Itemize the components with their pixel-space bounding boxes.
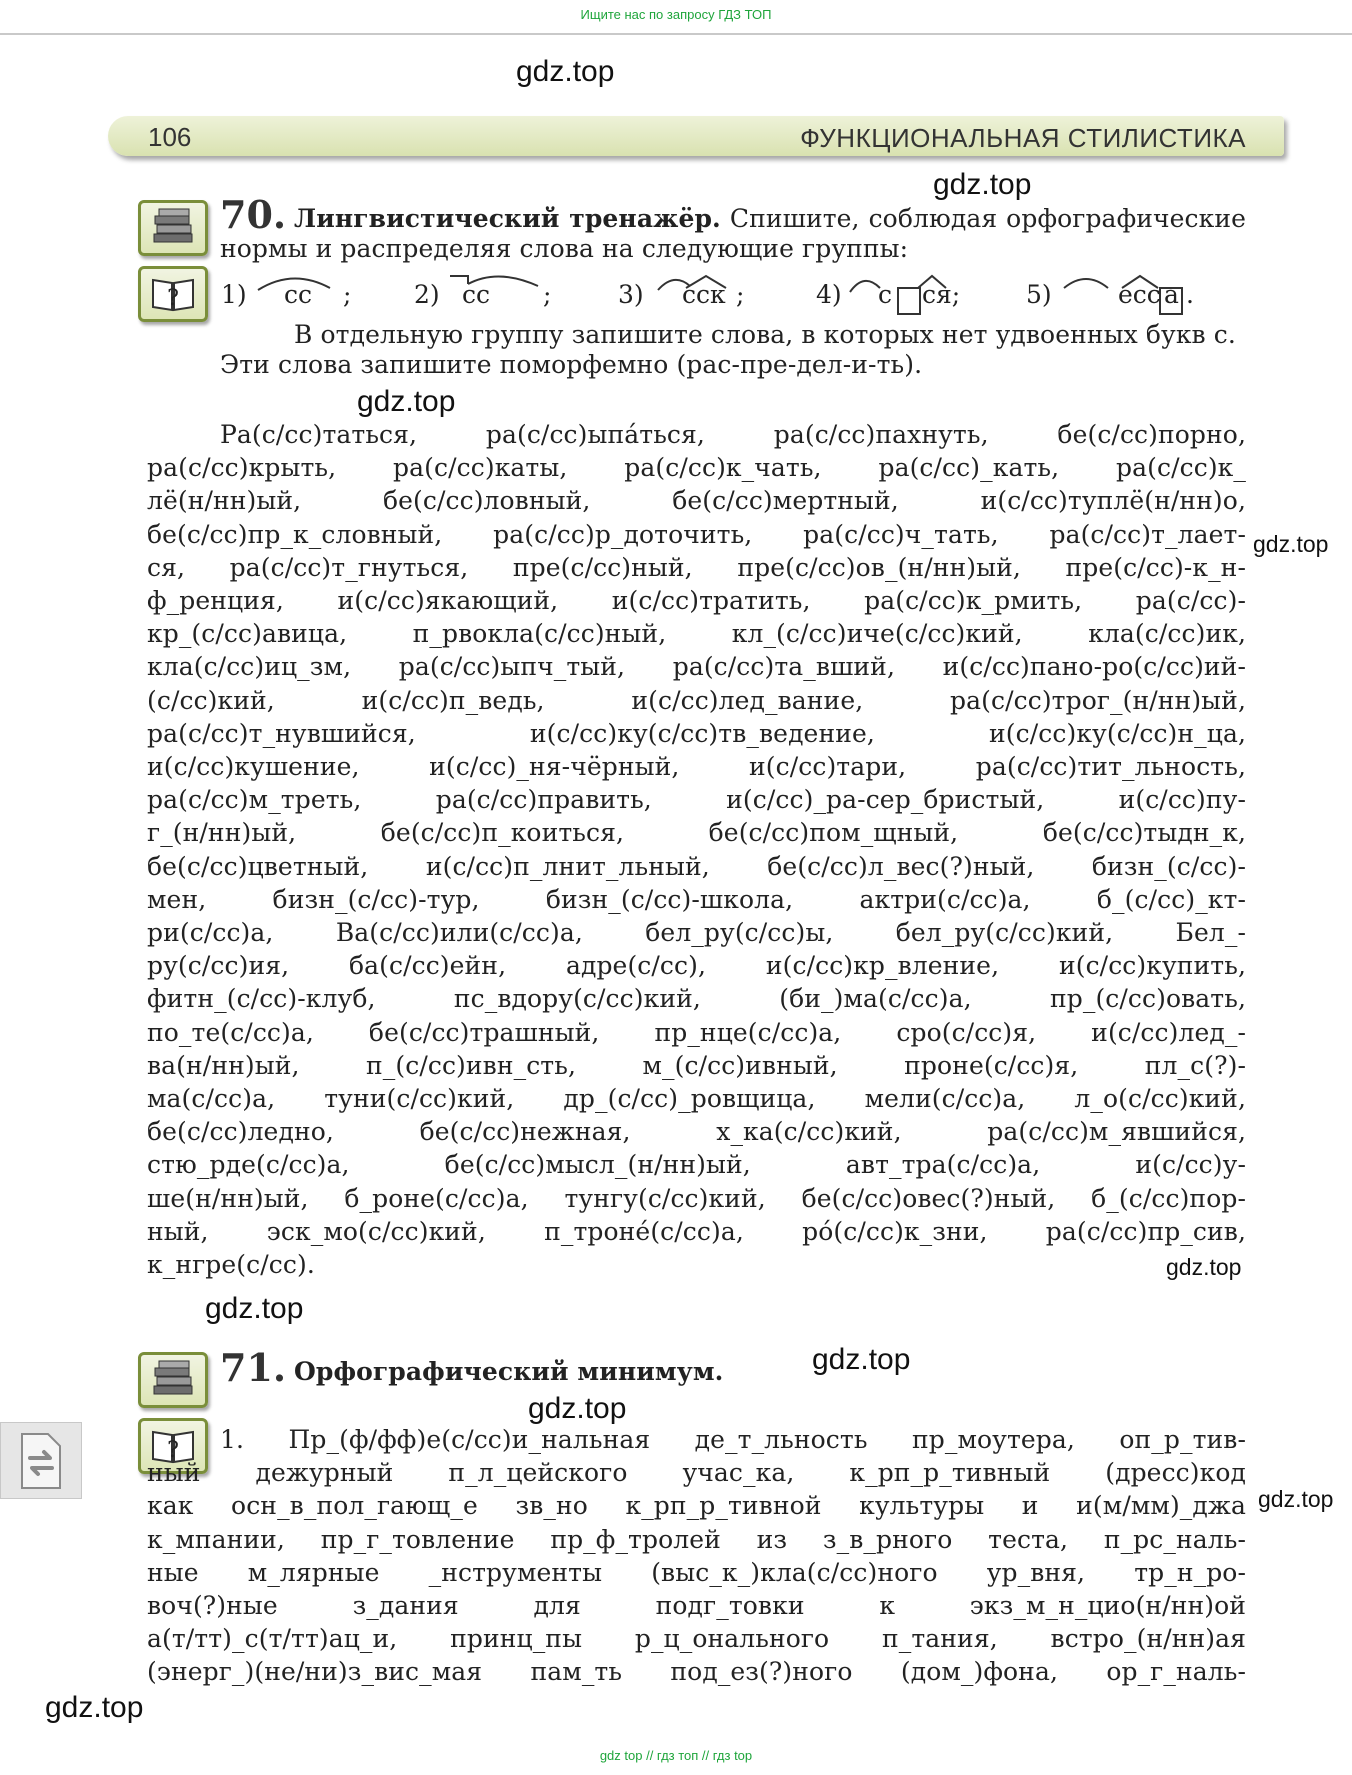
footer-links: gdz top // гдз топ // гдз top [599,1748,753,1763]
watermark: gdz.top [45,1691,144,1724]
text-line: ра(с/сс)м_треть, ра(с/сс)править, и(с/сс)_ра-сер_бристый, и(с/сс)пу- [147,785,1246,815]
text-line: ные м_лярные _нструменты (выс_к_)кла(с/сс)ного ур_вня, тр_н_ро- [147,1557,1246,1587]
swap-pages-icon [14,1430,68,1492]
scheme-suffix: сс [284,280,313,309]
scheme-separator: ; [543,280,552,309]
scheme-separator: ; [343,280,352,309]
question-book-icon [138,266,208,322]
watermark: gdz.top [1166,1254,1242,1280]
text-line: ся, ра(с/сс)т_гнуться, пре(с/сс)ный, пре(с/сс)ов_(н/нн)ый, пре(с/сс)-к_н- [147,552,1246,582]
text-line: ный, эск_мо(с/сс)кий, п_троне́(с/сс)а, ро́(с/сс)к_зни, ра(с/сс)пр_сив, [147,1216,1246,1246]
scheme-suffix: сс [462,280,491,309]
text-line: ф_ренция, и(с/сс)якающий, и(с/сс)тратить, ра(с/сс)к_рмить, ра(с/сс)- [147,586,1246,615]
watermark: gdz.top [1258,1486,1334,1512]
text-line: а(т/тт)_с(т/тт)ац_и, принц_пы р_ц_онального п_тания, встро_(н/нн)ая [147,1624,1246,1654]
exercise-note: Эти слова запишите поморфемно (рас-пре-дел-и-ть). [220,350,923,379]
scheme-label: 2) [414,280,440,309]
text-line: бе(с/сс)пр_к_словный, ра(с/сс)р_доточить, ра(с/сс)ч_тать, ра(с/сс)т_лает- [147,519,1246,549]
scheme-suffix: есс [1118,280,1161,309]
text-line: (энерг_)(не/ни)з_вис_мая пам_ть под_ез(?)ного (дом_)фона, ор_г_наль- [147,1657,1246,1687]
search-banner: Ищите нас по запросу ГДЗ ТОП [0,0,1352,35]
text-line: как осн_в_пол_гающ_е зв_но к_рп_р_тивной культуры и и(м/мм)_джа [147,1491,1246,1521]
page-number: 106 [148,122,192,152]
text-line: лё(н/нн)ый, бе(с/сс)ловный, бе(с/сс)мертный, и(с/сс)туплё(н/нн)о, [147,486,1246,516]
text-line: ный дежурный п_л_цейского учас_ка, к_рп_р_тивный (дресс)код [147,1458,1246,1488]
section-title: ФУНКЦИОНАЛЬНАЯ СТИЛИСТИКА [800,123,1246,153]
text-line: (с/сс)кий, и(с/сс)п_ведь, и(с/сс)лед_вание, ра(с/сс)трог_(н/нн)ый, [147,685,1246,715]
watermark: gdz.top [933,168,1032,201]
text-line: мен, бизн_(с/сс)-тур, бизн_(с/сс)-школа, актри(с/сс)а, б_(с/сс)_кт- [147,884,1246,914]
text-line: ру(с/сс)ия, ба(с/сс)ейн, адре(с/сс), и(с/сс)кр_вление, и(с/сс)купить, [147,951,1246,981]
scheme-suffix: сск [682,280,726,309]
scheme-separator: ; [736,280,745,309]
text-line: 1. Пр_(ф/фф)е(с/сс)и_нальная де_т_льность пр_моутера, оп_р_тив- [220,1425,1246,1454]
text-line: бе(с/сс)цветный, и(с/сс)п_лнит_льный, бе(с/сс)л_вес(?)ный, бизн_(с/сс)- [147,851,1246,881]
text-line: ше(н/нн)ый, б_роне(с/сс)а, тунгу(с/сс)кий, бе(с/сс)овес(?)ный, б_(с/сс)пор- [147,1183,1246,1213]
watermark: gdz.top [205,1292,304,1325]
watermark: gdz.top [357,385,456,418]
text-line: ра(с/сс)т_нувшийся, и(с/сс)ку(с/сс)тв_ведение, и(с/сс)ку(с/сс)н_ца, [147,718,1246,748]
scheme-suffix: с [878,280,893,309]
text-line: фитн_(с/сс)-клуб, пс_вдору(с/сс)кий, (би_)ма(с/сс)а, пр_(с/сс)овать, [147,984,1246,1014]
books-icon [138,1352,208,1408]
text-line: ра(с/сс)крыть, ра(с/сс)каты, ра(с/сс)к_чать, ра(с/сс)_кать, ра(с/сс)к_ [147,453,1246,483]
watermark: gdz.top [516,55,615,88]
text-line: кр_(с/сс)авица, п_рвокла(с/сс)ный, кл_(с/сс)иче(с/сс)кий, кла(с/сс)ик, [147,619,1246,649]
exercise-title: Орфографический минимум. [294,1357,724,1386]
exercise-title: Лингвистический тренажёр. [294,204,721,233]
scheme-suffix: а [1164,280,1179,309]
text-line: ва(н/нн)ый, п_(с/сс)ивн_сть, м_(с/сс)ивный, проне(с/сс)я, пл_с(?)- [147,1050,1246,1080]
exercise-number: 71. [220,1345,287,1390]
page-switch-button[interactable] [0,1422,82,1499]
text-line: ри(с/сс)а, Ва(с/сс)или(с/сс)а, бел_ру(с/сс)ы, бел_ру(с/сс)кий, Бел_- [147,918,1246,947]
text-line: бе(с/сс)ледно, бе(с/сс)нежная, х_ка(с/сс)кий, ра(с/сс)м_явшийся, [147,1117,1246,1147]
text-line: г_(н/нн)ый, бе(с/сс)п_коиться, бе(с/сс)пом_щный, бе(с/сс)тыдн_к, [147,818,1246,848]
morpheme-schemes [218,268,1194,314]
text-line: стю_рде(с/сс)а, бе(с/сс)мысл_(н/нн)ый, авт_тра(с/сс)а, и(с/сс)у- [147,1150,1246,1180]
text-line: и(с/сс)кушение, и(с/сс)_ня-чёрный, и(с/сс)тари, ра(с/сс)тит_льность, [147,752,1246,781]
exercise-text: Спишите, соблюдая орфографические [729,204,1247,233]
scheme-suffix: ся; [922,280,961,309]
exercise-intro [294,204,1246,234]
text-line: кла(с/сс)иц_зм, ра(с/сс)ыпч_тый, ра(с/сс)та_вший, и(с/сс)пано-ро(с/сс)ий- [147,652,1246,682]
exercise-note: В отдельную группу запишите слова, в которых нет удвоенных букв с. [294,320,1236,349]
watermark: gdz.top [528,1392,627,1425]
exercise-text: нормы и распределяя слова на следующие группы: [220,234,909,263]
svg-text:?: ? [167,286,179,311]
scheme-label: 3) [618,280,644,309]
text-line: воч(?)ные з_дания для подг_товки к экз_м_н_цио(н/нн)ой [147,1591,1246,1620]
scheme-label: 5) [1026,280,1052,309]
books-icon [138,200,208,256]
scheme-label: 4) [816,280,842,309]
text-line: к_нгре(с/сс). [147,1250,315,1279]
svg-text:?: ? [167,1438,179,1463]
scheme-separator: . [1186,280,1194,309]
scheme-label: 1) [221,280,247,309]
watermark: gdz.top [812,1343,911,1376]
text-line: по_те(с/сс)а, бе(с/сс)трашный, пр_нце(с/сс)а, сро(с/сс)я, и(с/сс)лед_- [147,1017,1246,1047]
exercise-number: 70. [220,192,287,237]
text-line: ма(с/сс)а, туни(с/сс)кий, др_(с/сс)_ровщица, мели(с/сс)а, л_о(с/сс)кий, [147,1084,1246,1113]
text-line: Ра(с/сс)таться, ра(с/сс)ыпа́ться, ра(с/сс)пахнуть, бе(с/сс)порно, [220,420,1246,449]
text-line: к_мпании, пр_г_товление пр_ф_тролей из з_в_рного теста, п_рс_наль- [147,1524,1246,1554]
watermark: gdz.top [1253,531,1329,557]
